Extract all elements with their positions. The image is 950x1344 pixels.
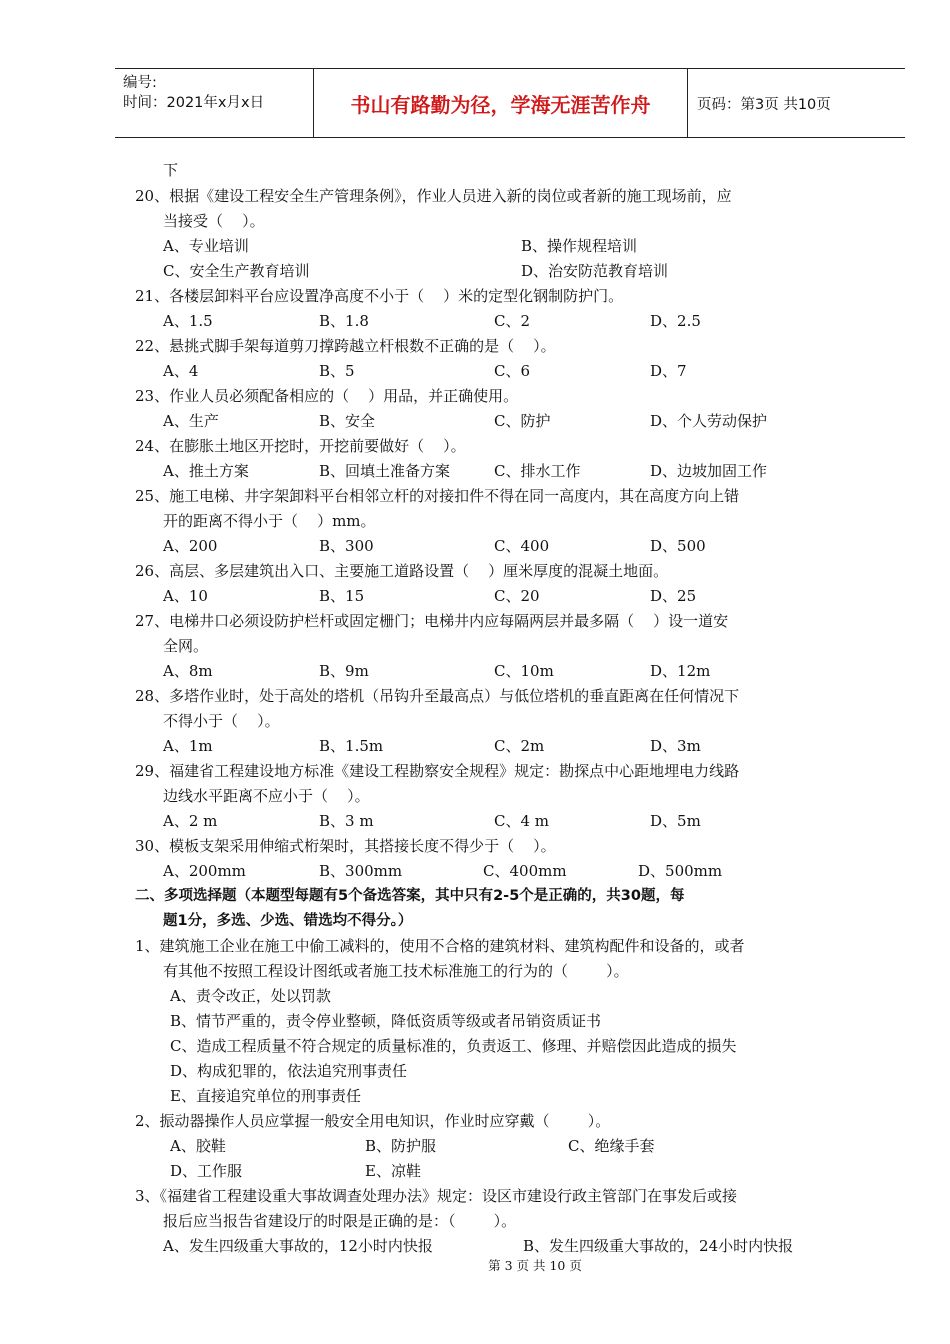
line-text: D、构成犯罪的，依法追究刑事责任 <box>170 1062 408 1080</box>
line-text: 题1分，多选、少选、错选均不得分。） <box>163 913 413 929</box>
line-text: 29、福建省工程建设地方标准《建设工程勘察安全规程》规定：勘探点中心距地埋电力线路 <box>135 762 740 780</box>
option-text: B、9m <box>319 662 369 680</box>
option-text: B、15 <box>319 587 365 605</box>
option-text: C、400 <box>494 537 550 555</box>
line-text: A、4 <box>163 362 199 380</box>
option-text: C、6 <box>494 362 531 380</box>
line-text: A、推土方案 <box>163 462 249 480</box>
line-text: 30、模板支架采用伸缩式桁架时，其搭接长度不得少于（ ）。 <box>135 837 556 855</box>
line-text: C、安全生产教育培训 <box>163 262 310 280</box>
option-text: D、3m <box>650 737 701 755</box>
line-text: 25、施工电梯、井字架卸料平台相邻立杆的对接扣件不得在同一高度内，其在高度方向上错 <box>135 487 740 505</box>
line-text: A、胶鞋 <box>170 1137 226 1155</box>
option-text: D、12m <box>650 662 711 680</box>
option-text: D、7 <box>650 362 687 380</box>
header-page-number: 页码：第3页 共10页 <box>697 97 831 113</box>
line-text: A、1.5 <box>163 312 213 330</box>
line-text: 2、振动器操作人员应掌握一般安全用电知识，作业时应穿戴（ ）。 <box>135 1112 611 1130</box>
page-footer: 第 3 页 共 10 页 <box>488 1258 582 1273</box>
header-motto: 书山有路勤为径，学海无涯苦作舟 <box>313 69 688 137</box>
line-text: A、10 <box>163 587 208 605</box>
header-number: 编号: <box>123 75 157 91</box>
line-text: A、责令改正，处以罚款 <box>170 987 331 1005</box>
option-text: B、发生四级重大事故的，24小时内快报 <box>523 1237 794 1255</box>
option-text: B、1.8 <box>319 312 369 330</box>
line-text: 有其他不按照工程设计图纸或者施工技术标准施工的行为的（ ）。 <box>163 962 629 980</box>
line-text: A、8m <box>163 662 213 680</box>
option-text: C、2 <box>494 312 531 330</box>
option-text: B、防护服 <box>365 1137 437 1155</box>
line-text: 26、高层、多层建筑出入口、主要施工道路设置（ ）厘米厚度的混凝土地面。 <box>135 562 669 580</box>
option-text: C、20 <box>494 587 540 605</box>
line-text: A、生产 <box>163 412 219 430</box>
option-text: B、1.5m <box>319 737 384 755</box>
line-text: A、200mm <box>163 862 246 880</box>
option-text: B、回填土准备方案 <box>319 462 451 480</box>
option-text: C、400mm <box>483 862 567 880</box>
option-text: B、300mm <box>319 862 403 880</box>
line-text: 边线水平距离不应小于（ ）。 <box>163 787 370 805</box>
option-text: D、治安防范教育培训 <box>521 262 669 280</box>
line-text: D、工作服 <box>170 1162 243 1180</box>
line-text: E、直接追究单位的刑事责任 <box>170 1087 361 1105</box>
line-text: 20、根据《建设工程安全生产管理条例》，作业人员进入新的岗位或者新的施工现场前，应 <box>135 187 732 205</box>
line-text: 27、电梯井口必须设防护栏杆或固定栅门；电梯井内应每隔两层并最多隔（ ）设一道安 <box>135 612 729 630</box>
line-text: 21、各楼层卸料平台应设置净高度不小于（ ）米的定型化钢制防护门。 <box>135 287 624 305</box>
option-text: D、个人劳动保护 <box>650 412 768 430</box>
line-text: A、2 m <box>163 812 218 830</box>
line-text: A、1m <box>163 737 213 755</box>
option-text: B、300 <box>319 537 374 555</box>
line-text: 23、作业人员必须配备相应的（ ）用品，并正确使用。 <box>135 387 519 405</box>
line-text: A、发生四级重大事故的，12小时内快报 <box>163 1237 433 1255</box>
option-text: D、5m <box>650 812 701 830</box>
header-meta <box>123 73 264 113</box>
option-text: B、5 <box>319 362 355 380</box>
line-text: 开的距离不得小于（ ）mm。 <box>163 512 376 530</box>
option-text: C、10m <box>494 662 554 680</box>
option-text: D、500 <box>650 537 706 555</box>
option-text: C、4 m <box>494 812 550 830</box>
option-text: B、安全 <box>319 412 376 430</box>
line-text: 不得小于（ ）。 <box>163 712 280 730</box>
line-text: 二、多项选择题（本题型每题有5个备选答案，其中只有2-5个是正确的，共30题，每 <box>135 888 685 904</box>
line-text: 全网。 <box>163 637 209 655</box>
line-text: 报后应当报告省建设厅的时限是正确的是：（ ）。 <box>163 1212 517 1230</box>
page-header <box>115 68 905 138</box>
option-text: D、500mm <box>638 862 723 880</box>
option-text: C、排水工作 <box>494 462 581 480</box>
option-text: B、操作规程培训 <box>521 237 638 255</box>
option-text: C、2m <box>494 737 545 755</box>
option-text: C、绝缘手套 <box>568 1137 655 1155</box>
line-text: A、专业培训 <box>163 237 249 255</box>
line-text: B、情节严重的，责令停业整顿，降低资质等级或者吊销资质证书 <box>170 1012 602 1030</box>
line-text: 当接受（ ）。 <box>163 212 265 230</box>
line-text: 1、建筑施工企业在施工中偷工减料的，使用不合格的建筑材料、建筑构配件和设备的，或者 <box>135 937 745 955</box>
option-text: C、防护 <box>494 412 551 430</box>
line-text: A、200 <box>163 537 218 555</box>
line-text: C、造成工程质量不符合规定的质量标准的，负责返工、修理、并赔偿因此造成的损失 <box>170 1037 737 1055</box>
line-text: 28、多塔作业时，处于高处的塔机（吊钩升至最高点）与低位塔机的垂直距离在任何情况下 <box>135 687 740 705</box>
header-time: 时间：2021年x月x日 <box>123 95 265 111</box>
line-text: 24、在膨胀土地区开挖时，开挖前要做好（ ）。 <box>135 437 466 455</box>
option-text: B、3 m <box>319 812 374 830</box>
option-text: D、25 <box>650 587 697 605</box>
option-text: D、边坡加固工作 <box>650 462 768 480</box>
line-text: 下 <box>163 161 179 179</box>
line-text: 22、悬挑式脚手架每道剪刀撑跨越立杆根数不正确的是（ ）。 <box>135 337 556 355</box>
option-text: D、2.5 <box>650 312 701 330</box>
line-text: 3、《福建省工程建设重大事故调查处理办法》规定：设区市建设行政主管部门在事发后或接 <box>135 1187 738 1205</box>
option-text: E、凉鞋 <box>365 1162 421 1180</box>
